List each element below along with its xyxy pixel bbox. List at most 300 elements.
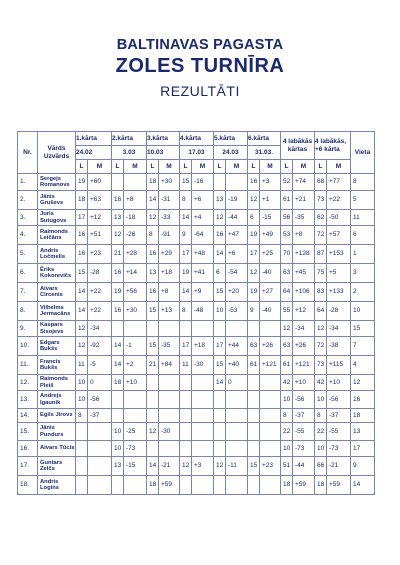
score-l-cell: 14 (214, 375, 226, 391)
score-m-cell: +23 (260, 457, 281, 476)
score-l-cell (147, 409, 159, 423)
score-m-cell: -44 (293, 457, 315, 476)
score-l-cell: 16 (147, 283, 159, 302)
player-name: Aivars Tūcis (38, 441, 76, 457)
score-m-cell (159, 321, 180, 337)
score-m-cell: -18 (124, 210, 147, 226)
place-cell: 6 (351, 226, 375, 245)
score-l-cell (180, 375, 192, 391)
score-l-cell (248, 476, 260, 495)
player-name: Andrejs Igaunik (38, 391, 76, 409)
score-l-cell: 63 (281, 264, 293, 283)
score-l-cell: 14 (147, 457, 159, 476)
score-l-cell (214, 476, 226, 495)
score-m-cell (159, 375, 180, 391)
score-l-cell: 8 (180, 191, 192, 210)
score-l-cell: 11 (76, 356, 88, 375)
score-m-cell (192, 423, 214, 441)
score-l-cell: 18 (147, 476, 159, 495)
score-m-cell: -30 (159, 423, 180, 441)
score-l-cell (214, 174, 226, 191)
score-m-cell (226, 321, 248, 337)
score-m-cell: -73 (124, 441, 147, 457)
m-header: M (124, 160, 147, 174)
score-m-cell: +48 (192, 245, 214, 264)
l-header: L (214, 160, 226, 174)
place-cell: 9 (351, 457, 375, 476)
score-l-cell: 87 (315, 245, 327, 264)
score-l-cell: 12 (214, 210, 226, 226)
score-m-cell (159, 391, 180, 409)
score-m-cell: +29 (159, 245, 180, 264)
score-m-cell: -37 (293, 409, 315, 423)
round-2-header: 2.kārta (112, 132, 147, 146)
score-l-cell: 14 (180, 283, 192, 302)
score-l-cell (180, 391, 192, 409)
score-m-cell: +8 (159, 283, 180, 302)
score-l-cell: 14 (112, 356, 124, 375)
score-m-cell: +22 (327, 191, 351, 210)
m-header: M (327, 160, 351, 174)
score-l-cell: 16 (112, 191, 124, 210)
player-name: Egils Jirovs (38, 409, 76, 423)
place-cell: 3 (351, 264, 375, 283)
place-cell: 15 (351, 321, 375, 337)
score-m-cell: -50 (327, 210, 351, 226)
row-number: 1. (18, 174, 38, 191)
score-m-cell: 0 (88, 375, 112, 391)
score-m-cell: -35 (293, 210, 315, 226)
m-header: M (260, 160, 281, 174)
score-m-cell: +49 (260, 226, 281, 245)
score-m-cell: +25 (260, 245, 281, 264)
score-l-cell (248, 409, 260, 423)
row-number: 9. (18, 321, 38, 337)
table-row (18, 226, 375, 245)
score-m-cell: -34 (293, 321, 315, 337)
score-l-cell: 72 (315, 337, 327, 356)
score-l-cell: 66 (315, 457, 327, 476)
player-name: Andris Logins (38, 476, 76, 495)
score-m-cell (192, 441, 214, 457)
score-m-cell: -28 (327, 302, 351, 321)
score-m-cell: +27 (260, 283, 281, 302)
score-l-cell: 63 (281, 337, 293, 356)
l-header: L (281, 160, 293, 174)
score-m-cell: +10 (327, 375, 351, 391)
score-l-cell: 11 (180, 356, 192, 375)
score-l-cell (214, 441, 226, 457)
score-l-cell: 12 (76, 337, 88, 356)
score-m-cell: 0 (226, 375, 248, 391)
score-m-cell: -37 (88, 409, 112, 423)
score-l-cell: 17 (180, 245, 192, 264)
row-number: 18. (18, 476, 38, 495)
score-l-cell: 12 (180, 457, 192, 476)
score-l-cell: 10 (112, 423, 124, 441)
score-l-cell (112, 174, 124, 191)
score-l-cell (76, 423, 88, 441)
score-m-cell: +121 (293, 356, 315, 375)
score-m-cell: +1 (260, 191, 281, 210)
round-1-date: 24.02 (76, 146, 112, 160)
score-l-cell: 8 (180, 302, 192, 321)
score-l-cell (180, 441, 192, 457)
score-l-cell: 12 (315, 321, 327, 337)
score-m-cell: +63 (88, 191, 112, 210)
score-l-cell: 15 (214, 283, 226, 302)
place-cell: 1 (351, 245, 375, 264)
score-l-cell: 18 (281, 476, 293, 495)
score-l-cell (214, 391, 226, 409)
row-number: 15. (18, 423, 38, 441)
table-row (18, 302, 375, 321)
score-m-cell: +56 (124, 283, 147, 302)
col-nr-header: Nr. (18, 132, 38, 174)
score-l-cell: 15 (214, 356, 226, 375)
m-header: M (192, 160, 214, 174)
score-l-cell: 70 (281, 245, 293, 264)
player-name: Raimonds Pleiš (38, 375, 76, 391)
score-l-cell: 17 (248, 245, 260, 264)
score-m-cell: -73 (327, 441, 351, 457)
score-l-cell: 8 (147, 226, 159, 245)
table-row (18, 375, 375, 391)
player-name: Kaspars Sisojevs (38, 321, 76, 337)
results-table (17, 131, 375, 495)
score-m-cell (260, 423, 281, 441)
score-m-cell (159, 409, 180, 423)
score-l-cell: 18 (147, 174, 159, 191)
score-m-cell: -56 (88, 391, 112, 409)
score-l-cell (248, 375, 260, 391)
score-m-cell: +51 (88, 226, 112, 245)
score-l-cell (76, 476, 88, 495)
score-l-cell: 10 (315, 441, 327, 457)
score-l-cell (180, 476, 192, 495)
row-number: 7. (18, 283, 38, 302)
score-l-cell: 42 (315, 375, 327, 391)
score-m-cell: -73 (293, 441, 315, 457)
score-l-cell: 13 (214, 191, 226, 210)
row-number: 16. (18, 441, 38, 457)
score-l-cell: 64 (281, 283, 293, 302)
score-m-cell (260, 476, 281, 495)
score-l-cell: 16 (214, 226, 226, 245)
score-m-cell: +59 (327, 476, 351, 495)
score-l-cell (214, 423, 226, 441)
title-line-2: ZOLES TURNĪRA (115, 55, 285, 77)
place-cell: 17 (351, 441, 375, 457)
score-l-cell: 10 (214, 302, 226, 321)
score-l-cell: 16 (76, 245, 88, 264)
score-l-cell (180, 321, 192, 337)
score-m-cell: +8 (124, 191, 147, 210)
score-m-cell (88, 441, 112, 457)
place-cell: 12 (351, 375, 375, 391)
score-m-cell: +106 (293, 283, 315, 302)
score-l-cell: 16 (147, 245, 159, 264)
score-l-cell: 12 (147, 210, 159, 226)
score-m-cell: +3 (192, 457, 214, 476)
score-m-cell: +45 (293, 264, 315, 283)
score-m-cell: +30 (159, 174, 180, 191)
player-name: Andris Ločmelis (38, 245, 76, 264)
score-m-cell: -91 (159, 226, 180, 245)
score-m-cell: +22 (88, 283, 112, 302)
score-m-cell: +9 (192, 283, 214, 302)
player-name: Jānis Gruševs (38, 191, 76, 210)
player-name: Vilhelms Jermacāns (38, 302, 76, 321)
score-l-cell: 12 (76, 321, 88, 337)
score-m-cell: +59 (293, 476, 315, 495)
score-m-cell: -38 (327, 337, 351, 356)
score-l-cell: 73 (315, 191, 327, 210)
score-m-cell: +41 (192, 264, 214, 283)
score-m-cell (159, 441, 180, 457)
row-number: 8. (18, 302, 38, 321)
score-m-cell: +20 (226, 283, 248, 302)
score-m-cell (260, 375, 281, 391)
score-l-cell: 61 (281, 191, 293, 210)
score-m-cell (192, 321, 214, 337)
score-l-cell: 83 (315, 283, 327, 302)
round-3-header: 3.kārta (147, 132, 180, 146)
score-m-cell (124, 409, 147, 423)
table-row (18, 423, 375, 441)
score-m-cell: +21 (293, 191, 315, 210)
score-m-cell: +40 (226, 356, 248, 375)
score-m-cell (192, 476, 214, 495)
score-l-cell (180, 409, 192, 423)
score-l-cell: 14 (214, 245, 226, 264)
score-m-cell (260, 391, 281, 409)
m-header: M (159, 160, 180, 174)
col-name-header: Vārds Uzvārds (38, 132, 76, 174)
score-m-cell: +47 (226, 226, 248, 245)
place-cell: 13 (351, 423, 375, 441)
score-m-cell: -31 (159, 191, 180, 210)
player-name: Aivars Circenis (38, 283, 76, 302)
score-m-cell: -40 (260, 264, 281, 283)
player-name: Edgars Bukšs (38, 337, 76, 356)
score-l-cell (214, 321, 226, 337)
score-l-cell (76, 457, 88, 476)
score-m-cell: +57 (327, 226, 351, 245)
score-l-cell (112, 391, 124, 409)
score-m-cell: +6 (226, 245, 248, 264)
score-l-cell: 10 (76, 391, 88, 409)
round-2-date: 3.03 (112, 146, 147, 160)
score-m-cell: +115 (327, 356, 351, 375)
round-5-header: 5.kārta (214, 132, 248, 146)
place-header: Vieta (351, 132, 375, 174)
score-m-cell: +5 (327, 264, 351, 283)
score-l-cell: 19 (248, 226, 260, 245)
place-cell: 10 (351, 302, 375, 321)
score-m-cell: -19 (226, 191, 248, 210)
score-m-cell (226, 476, 248, 495)
row-number: 4. (18, 226, 38, 245)
table-row (18, 210, 375, 226)
score-l-cell: 14 (180, 210, 192, 226)
best4-header: 4 labākās kārtas (281, 132, 315, 160)
score-l-cell: 61 (281, 356, 293, 375)
score-l-cell: 22 (315, 423, 327, 441)
score-l-cell: 8 (315, 409, 327, 423)
score-l-cell (147, 391, 159, 409)
row-number: 14. (18, 409, 38, 423)
score-l-cell: 13 (112, 210, 124, 226)
player-name: Raimonds Leičāns (38, 226, 76, 245)
table-row (18, 457, 375, 476)
score-l-cell (147, 441, 159, 457)
row-number: 17. (18, 457, 38, 476)
score-m-cell: +12 (88, 210, 112, 226)
score-l-cell: 17 (180, 337, 192, 356)
score-m-cell: -48 (192, 302, 214, 321)
score-m-cell: -28 (88, 264, 112, 283)
score-l-cell: 9 (248, 302, 260, 321)
score-l-cell: 10 (281, 441, 293, 457)
score-l-cell: 52 (281, 174, 293, 191)
l-header: L (315, 160, 327, 174)
table-row (18, 321, 375, 337)
score-l-cell (112, 321, 124, 337)
score-m-cell: -35 (159, 337, 180, 356)
score-m-cell: -26 (124, 226, 147, 245)
score-m-cell: +133 (327, 283, 351, 302)
score-m-cell (192, 391, 214, 409)
place-cell: 14 (351, 476, 375, 495)
score-m-cell: -54 (226, 264, 248, 283)
table-row (18, 283, 375, 302)
l-header: L (112, 160, 124, 174)
row-number: 10. (18, 337, 38, 356)
score-l-cell: 64 (315, 302, 327, 321)
score-m-cell: -55 (327, 423, 351, 441)
player-name: Ēriks Kokorevičs (38, 264, 76, 283)
score-m-cell: +26 (293, 337, 315, 356)
score-l-cell (248, 391, 260, 409)
score-l-cell: 73 (315, 356, 327, 375)
score-l-cell (248, 321, 260, 337)
score-m-cell: -21 (159, 457, 180, 476)
row-number: 2. (18, 191, 38, 210)
score-l-cell: 9 (180, 226, 192, 245)
score-l-cell: 14 (76, 302, 88, 321)
score-m-cell: +8 (293, 226, 315, 245)
round-6-header: 6.kārta (248, 132, 281, 146)
score-l-cell: 10 (112, 441, 124, 457)
score-m-cell: +10 (124, 375, 147, 391)
score-l-cell: 10 (315, 391, 327, 409)
table-row (18, 337, 375, 356)
place-cell: 4 (351, 356, 375, 375)
score-m-cell: +6 (192, 191, 214, 210)
place-cell: 5 (351, 191, 375, 210)
score-l-cell: 16 (248, 174, 260, 191)
score-m-cell: +3 (260, 174, 281, 191)
score-l-cell: 13 (112, 457, 124, 476)
score-m-cell: +84 (159, 356, 180, 375)
score-l-cell: 16 (112, 302, 124, 321)
round-1-header: 1.kārta (76, 132, 112, 146)
score-m-cell (260, 321, 281, 337)
score-m-cell: -15 (260, 210, 281, 226)
table-row (18, 356, 375, 375)
score-l-cell (214, 409, 226, 423)
score-l-cell: 17 (214, 337, 226, 356)
table-row (18, 191, 375, 210)
score-l-cell: 8 (281, 409, 293, 423)
score-m-cell: -34 (327, 321, 351, 337)
score-l-cell: 13 (147, 264, 159, 283)
m-header: M (226, 160, 248, 174)
row-number: 12. (18, 375, 38, 391)
score-l-cell: 16 (112, 264, 124, 283)
score-m-cell: -15 (124, 457, 147, 476)
score-l-cell: 19 (248, 283, 260, 302)
row-number: 5. (18, 245, 38, 264)
round-4-date: 17.03 (180, 146, 214, 160)
score-m-cell (124, 476, 147, 495)
round-3-date: 10.03 (147, 146, 180, 160)
player-name: Jānis Pundurs (38, 423, 76, 441)
score-l-cell (112, 476, 124, 495)
score-l-cell: 16 (76, 226, 88, 245)
score-m-cell: +28 (124, 245, 147, 264)
score-l-cell: 42 (281, 375, 293, 391)
score-m-cell: +59 (159, 476, 180, 495)
player-name: Sergejs Romanovs (38, 174, 76, 191)
score-m-cell: +18 (192, 337, 214, 356)
score-m-cell: +23 (88, 245, 112, 264)
score-l-cell: 55 (281, 302, 293, 321)
place-cell: 11 (351, 210, 375, 226)
row-number: 6. (18, 264, 38, 283)
score-l-cell: 8 (76, 409, 88, 423)
score-l-cell: 19 (76, 174, 88, 191)
score-m-cell: -11 (226, 457, 248, 476)
table-row (18, 174, 375, 191)
table-row (18, 476, 375, 495)
score-m-cell: -37 (327, 409, 351, 423)
score-m-cell (88, 423, 112, 441)
m-header: M (293, 160, 315, 174)
score-m-cell: -25 (124, 423, 147, 441)
score-l-cell: 12 (248, 191, 260, 210)
score-m-cell: -33 (159, 210, 180, 226)
score-l-cell: 53 (281, 226, 293, 245)
score-l-cell: 12 (147, 423, 159, 441)
score-m-cell: -56 (327, 391, 351, 409)
score-m-cell: +153 (327, 245, 351, 264)
score-m-cell: +14 (124, 264, 147, 283)
score-m-cell: -40 (260, 302, 281, 321)
score-l-cell: 18 (112, 375, 124, 391)
score-l-cell (248, 441, 260, 457)
title-line-1: BALTINAVAS PAGASTA (116, 37, 284, 53)
score-m-cell: +12 (293, 302, 315, 321)
score-l-cell: 19 (180, 264, 192, 283)
score-m-cell: +128 (293, 245, 315, 264)
score-m-cell (226, 409, 248, 423)
score-m-cell: +30 (124, 302, 147, 321)
score-l-cell (180, 423, 192, 441)
score-m-cell (226, 441, 248, 457)
score-m-cell: -92 (88, 337, 112, 356)
